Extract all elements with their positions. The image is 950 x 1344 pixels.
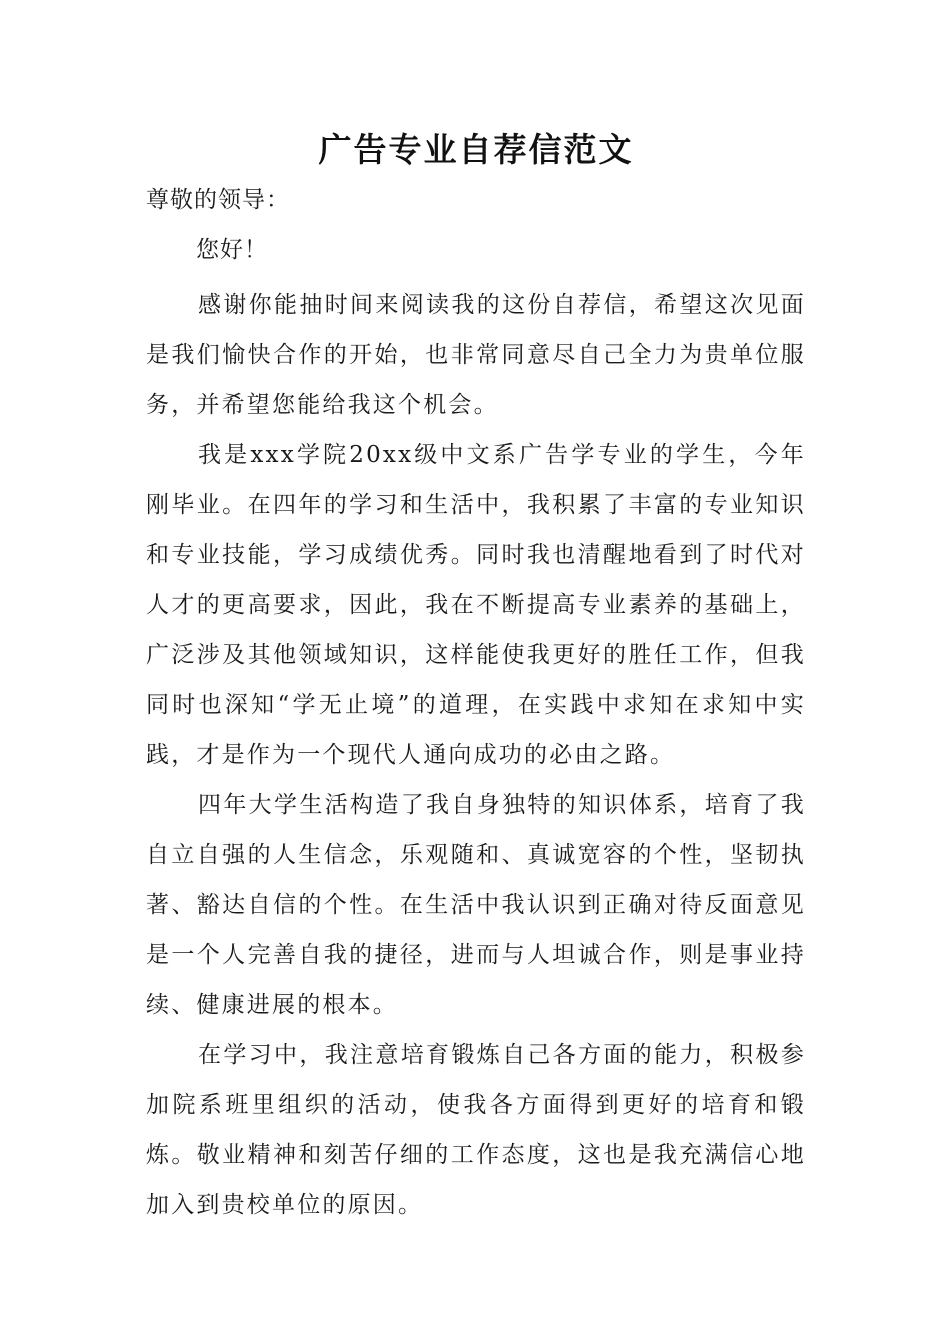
document-title: 广告专业自荐信范文 [318, 130, 634, 169]
salutation: 尊敬的领导： [146, 187, 290, 213]
body-paragraph: 四年大学生活构造了我自身独特的知识体系，培育了我自立自强的人生信念，乐观随和、真诚宽容的个性，坚韧执著、豁达自信的个性。在生活中我认识到正确对待反面意见是一个人完善自我的捷径，进而与人坦诚合作，则是事业持续、健康进展的根本。 [146, 792, 806, 1018]
body-paragraph: 我是xxx学院20xx级中文系广告学专业的学生，今年刚毕业。在四年的学习和生活中，我积累了丰富的专业知识和专业技能，学习成绩优秀。同时我也清醒地看到了时代对人才的更高要求，因此，我在不断提高专业素养的基础上，广泛涉及其他领域知识，这样能使我更好的胜任工作，但我同时也深知“学无止境”的道理，在实践中求知在求知中实践，才是作为一个现代人通向成功的必由之路。 [146, 442, 806, 768]
body-paragraph: 在学习中，我注意培育锻炼自己各方面的能力，积极参加院系班里组织的活动，使我各方面得到更好的培育和锻炼。敬业精神和刻苦仔细的工作态度，这也是我充满信心地加入到贵校单位的原因。 [146, 1042, 806, 1218]
document-page [146, 118, 806, 1230]
greeting: 您好！ [196, 237, 268, 263]
body-paragraph: 感谢你能抽时间来阅读我的这份自荐信，希望这次见面是我们愉快合作的开始，也非常同意尽自己全力为贵单位服务，并希望您能给我这个机会。 [146, 292, 806, 418]
